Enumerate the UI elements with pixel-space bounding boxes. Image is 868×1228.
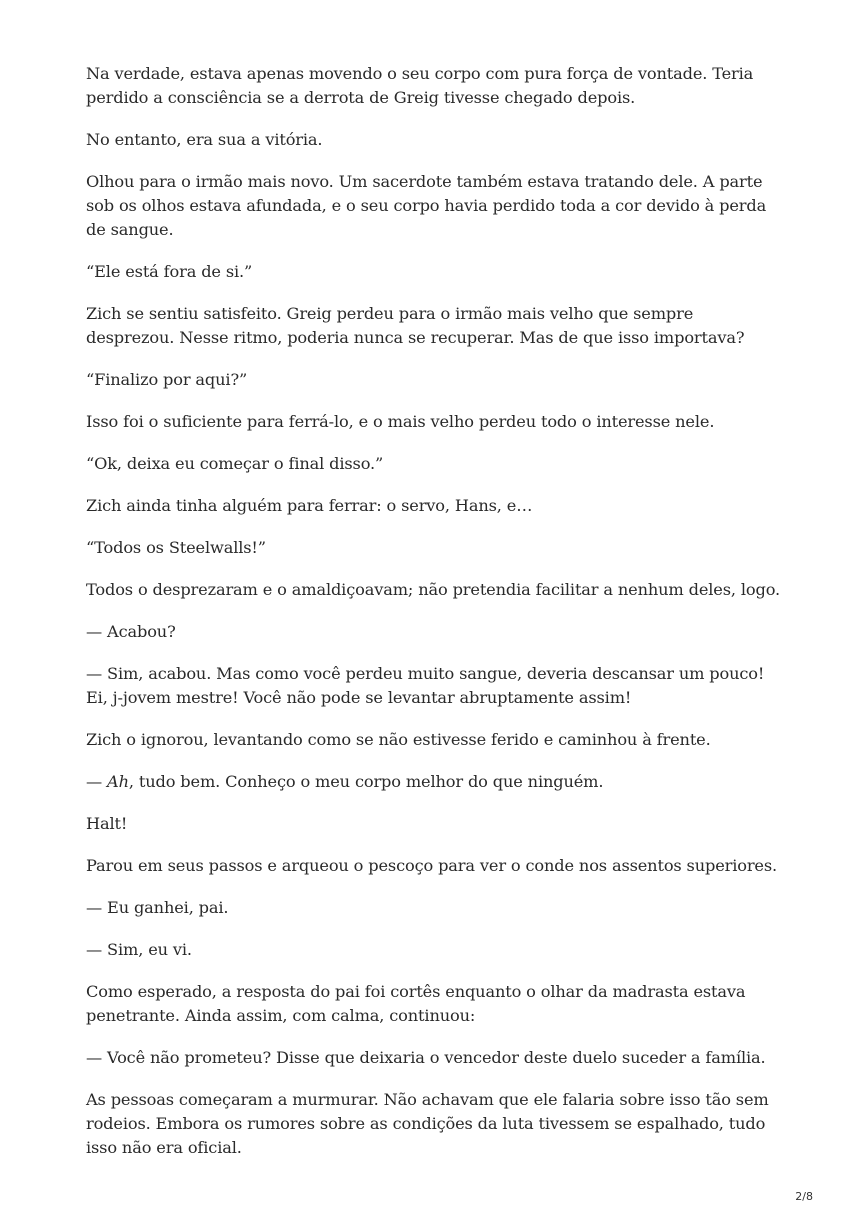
- page-number: 2/8: [795, 1190, 813, 1203]
- paragraph: Parou em seus passos e arqueou o pescoço para ver o conde nos assentos superiores.: [86, 856, 778, 875]
- paragraph: — Sim, eu vi.: [86, 940, 192, 959]
- italic-prefix: —: [86, 772, 108, 791]
- paragraph: Olhou para o irmão mais novo. Um sacerdote também estava tratando dele. A parte sob os olhos estava afundada, e o seu corpo havia perdido toda a cor devido à perda de sangue.: [86, 172, 767, 239]
- paragraph: No entanto, era sua a vitória.: [86, 130, 323, 149]
- paragraph: Zich se sentiu satisfeito. Greig perdeu para o irmão mais velho que sempre desprezou. Nesse ritmo, poderia nunca se recuperar. Mas de que isso importava?: [86, 304, 745, 347]
- paragraph: Isso foi o suficiente para ferrá-lo, e o mais velho perdeu todo o interesse nele.: [86, 412, 715, 431]
- paragraph: “Ele está fora de si.”: [86, 262, 253, 281]
- paragraph: — Acabou?: [86, 622, 176, 641]
- paragraph: Na verdade, estava apenas movendo o seu corpo com pura força de vontade. Teria perdido a consciência se a derrota de Greig tivesse chegado depois.: [86, 64, 754, 107]
- italic-word: Ah: [107, 772, 129, 791]
- paragraph: Zich o ignorou, levantando como se não estivesse ferido e caminhou à frente.: [86, 730, 711, 749]
- paragraph: — Eu ganhei, pai.: [86, 898, 229, 917]
- paragraph: “Ok, deixa eu começar o final disso.”: [86, 454, 384, 473]
- paragraph-italic: [86, 770, 786, 794]
- italic-suffix: , tudo bem. Conheço o meu corpo melhor do que ninguém.: [128, 772, 604, 791]
- paragraph: As pessoas começaram a murmurar. Não achavam que ele falaria sobre isso tão sem rodeios. Embora os rumores sobre as condições da luta tivessem se espalhado, tudo isso não era oficial.: [86, 1090, 769, 1157]
- paragraph: “Todos os Steelwalls!”: [86, 538, 266, 557]
- paragraph: — Você não prometeu? Disse que deixaria o vencedor deste duelo suceder a família.: [86, 1048, 766, 1067]
- paragraph: Todos o desprezaram e o amaldiçoavam; não pretendia facilitar a nenhum deles, logo.: [86, 580, 781, 599]
- paragraph: Como esperado, a resposta do pai foi cortês enquanto o olhar da madrasta estava penetrante. Ainda assim, com calma, continuou:: [86, 982, 746, 1025]
- paragraph: “Finalizo por aqui?”: [86, 370, 248, 389]
- paragraph: Halt!: [86, 814, 128, 833]
- paragraph: Zich ainda tinha alguém para ferrar: o servo, Hans, e…: [86, 496, 533, 515]
- paragraph: — Sim, acabou. Mas como você perdeu muito sangue, deveria descansar um pouco! Ei, j-jovem mestre! Você não pode se levantar abruptamente assim!: [86, 664, 765, 707]
- document-body: [86, 62, 786, 1178]
